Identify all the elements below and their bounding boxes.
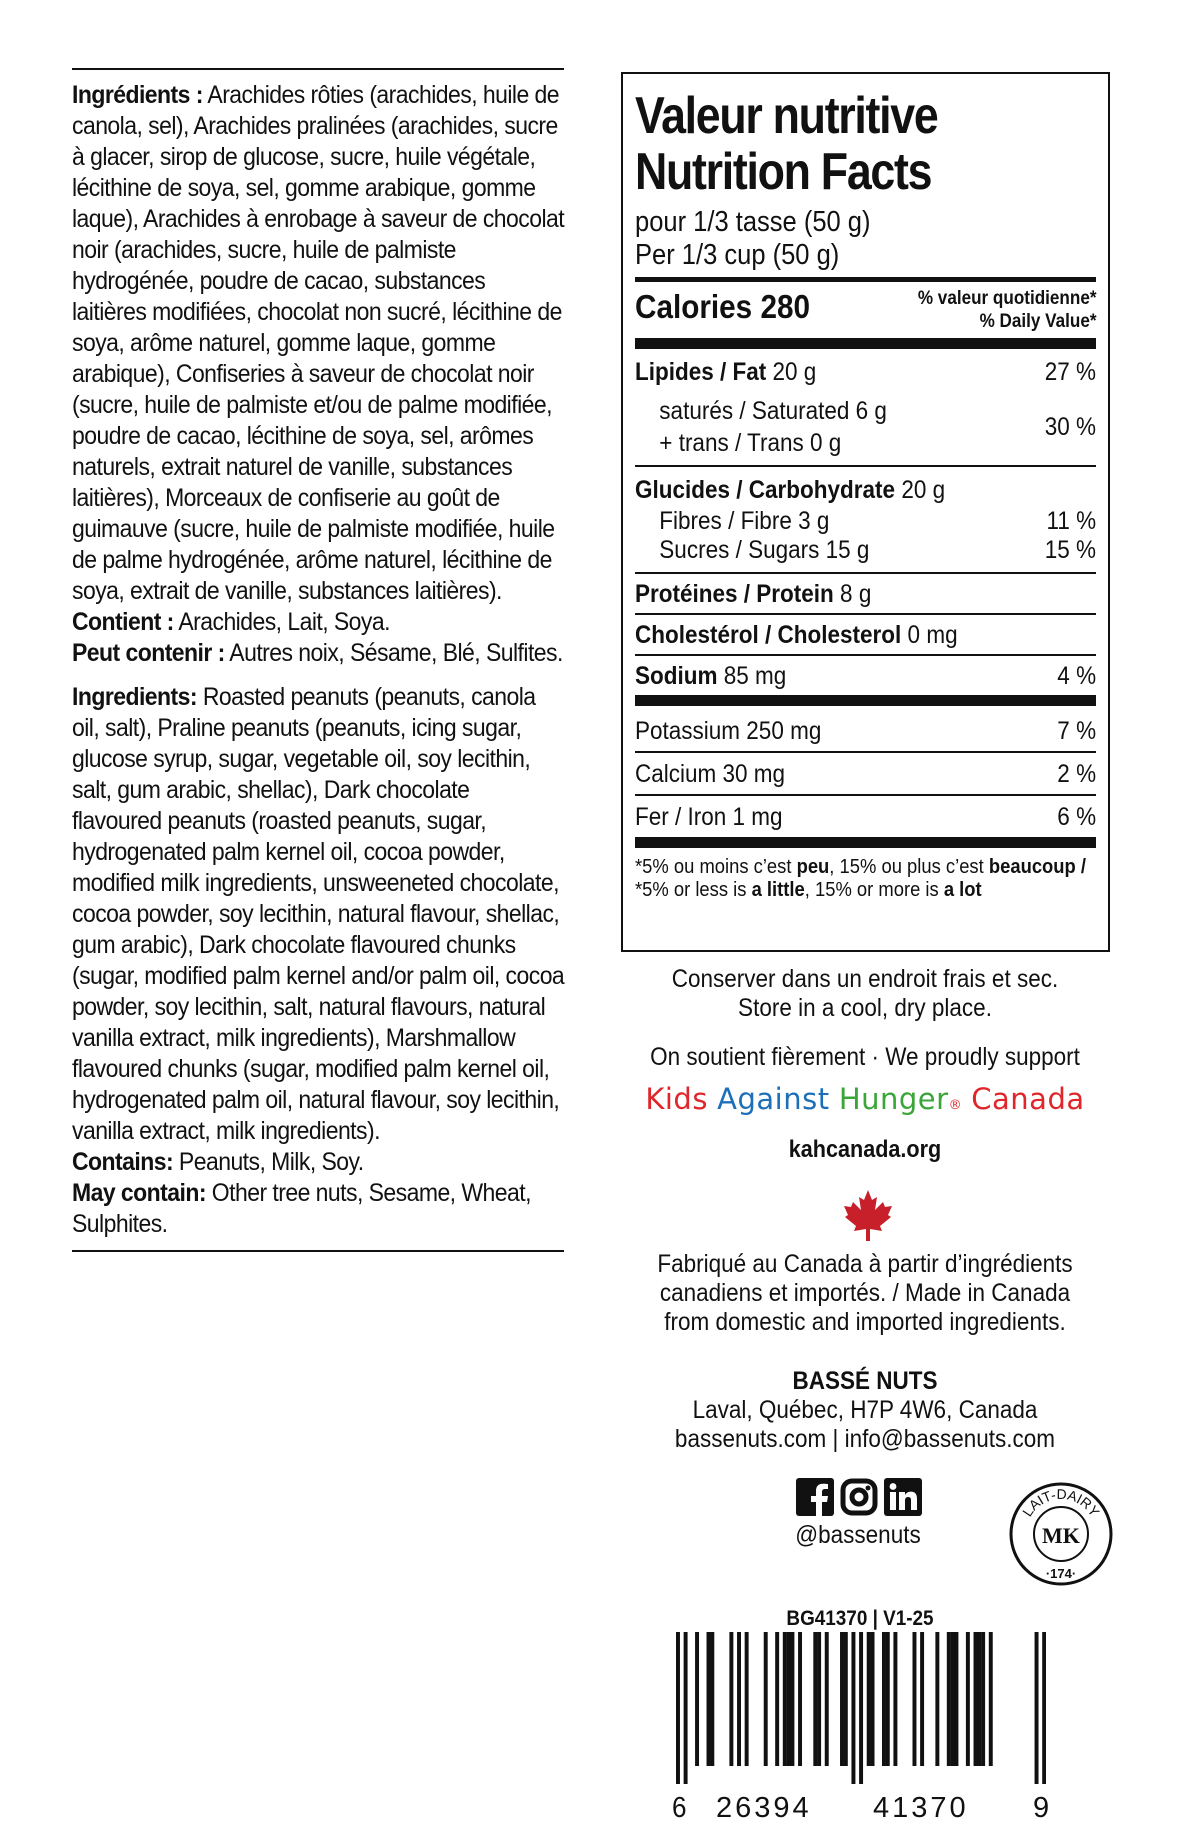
nf-title-en: Nutrition Facts — [635, 143, 932, 201]
kah-url-wrap — [600, 1135, 1130, 1164]
footnote-a-little: a little — [751, 879, 805, 901]
sugars-dv: 15 % — [1044, 535, 1096, 564]
product-code-wrap — [745, 1604, 975, 1633]
sugars-label: Sucres / Sugars 15 g — [659, 535, 870, 564]
daily-value-header — [917, 287, 1096, 333]
storage-info — [600, 965, 1130, 1023]
barcode-bar — [840, 1632, 844, 1766]
linkedin-icon[interactable] — [884, 1478, 922, 1516]
fibre-row — [635, 506, 1096, 535]
potassium-dv: 7 % — [1057, 716, 1096, 745]
barcode-bar — [745, 1632, 749, 1766]
barcode-bar — [710, 1632, 714, 1766]
barcode-bar — [729, 1632, 733, 1766]
footnote-text: *5% ou moins c’est — [635, 856, 792, 878]
barcode-bar — [783, 1632, 787, 1766]
contains-fr-text: Arachides, Lait, Soya. — [178, 608, 390, 636]
made-in-line2: canadiens et importés. / Made in Canada — [659, 1279, 1071, 1307]
ingredients-en-label: Ingredients: — [72, 683, 198, 711]
bottom-divider — [72, 1250, 564, 1252]
protein-label: Protéines / Protein — [635, 579, 834, 608]
barcode-bar — [859, 1632, 863, 1784]
barcode-bar — [893, 1632, 897, 1766]
ingredients-column — [72, 68, 564, 1252]
carb-row — [635, 473, 1096, 506]
barcode-bar — [737, 1632, 741, 1766]
may-contain-fr-text: Autres noix, Sésame, Blé, Sulfites. — [229, 639, 563, 667]
carb-amount: 20 g — [901, 475, 946, 504]
barcode-bar — [920, 1632, 924, 1766]
kah-hunger: Hunger — [838, 1082, 949, 1116]
iron-dv: 6 % — [1057, 802, 1096, 831]
barcode-bar — [981, 1632, 985, 1766]
calcium-row — [635, 753, 1096, 794]
nf-title-fr: Valeur nutritive — [635, 87, 938, 145]
storage-en: Store in a cool, dry place. — [738, 994, 992, 1022]
kosher-top-text: LAIT-DAIRY — [1019, 1485, 1103, 1520]
serving-fr: pour 1/3 tasse (50 g) — [635, 206, 871, 238]
barcode-bar — [790, 1632, 794, 1766]
divider — [635, 465, 1096, 467]
barcode-bar — [867, 1632, 871, 1766]
facebook-icon[interactable] — [796, 1478, 834, 1516]
barcode-bar — [886, 1632, 890, 1766]
barcode-first-digit: 6 — [672, 1792, 687, 1824]
sodium-dv: 4 % — [1057, 661, 1096, 690]
barcode-bar — [817, 1632, 821, 1766]
may-contain-fr-label: Peut contenir : — [72, 639, 225, 667]
barcode-bar — [974, 1632, 978, 1766]
company-name: BASSÉ NUTS — [792, 1367, 938, 1395]
dv-header-fr: % valeur quotidienne* — [917, 288, 1096, 309]
made-in-line3: from domestic and imported ingredients. — [664, 1308, 1066, 1336]
divider — [635, 837, 1096, 848]
nutrition-facts-table — [621, 72, 1110, 952]
protein-row — [635, 574, 1096, 613]
fat-label: Lipides / Fat — [635, 358, 767, 386]
barcode-bar — [977, 1632, 981, 1766]
protein-amount: 8 g — [840, 579, 872, 608]
footnote-a-lot: a lot — [943, 879, 982, 901]
calories-label: Calories 280 — [635, 288, 811, 325]
kah-registered: ® — [948, 1098, 963, 1113]
footnote-beaucoup: beaucoup / — [988, 856, 1087, 878]
storage-fr: Conserver dans un endroit frais et sec. — [671, 965, 1059, 993]
barcode-bar — [871, 1632, 875, 1766]
barcode-bar — [695, 1632, 699, 1766]
serving-en: Per 1/3 cup (50 g) — [635, 239, 840, 271]
fat-amount: 20 g — [772, 358, 817, 386]
calcium-dv: 2 % — [1057, 759, 1096, 788]
company-info — [600, 1367, 1130, 1454]
kosher-symbol — [1008, 1481, 1114, 1587]
calcium-label: Calcium 30 mg — [635, 759, 786, 788]
social-handle-wrap — [752, 1521, 964, 1550]
barcode-bar — [912, 1632, 916, 1766]
kah-against: Against — [717, 1082, 830, 1116]
social-icons — [796, 1478, 922, 1516]
barcode-bar — [935, 1632, 939, 1766]
barcode-bar — [966, 1632, 970, 1766]
kah-url: kahcanada.org — [788, 1136, 942, 1163]
made-in-canada — [600, 1250, 1130, 1337]
top-divider — [72, 68, 564, 70]
ingredients-en-text: Roasted peanuts (peanuts, canola oil, salt), Praline peanuts (peanuts, icing sugar, glucose syrup, sugar, vegetable oil, soy lecithin, salt, gum arabic, shellac), Dark chocolate flavoured peanuts (roasted peanuts, sugar, hydrogenated palm kernel oil, cocoa powder, modified milk ingredients, unsweeneted chocolate, cocoa powder, soy lecithin, natural flavour, shellac, gum arabic), Dark chocolate flavoured chunks (sugar, modified palm kernel and/or palm oil, cocoa powder, soy lecithin, salt, natural flavours, natural vanilla extract, milk ingredients), Marshmallow flavoured chunks (sugar, modified palm kernel oil, hydrogenated palm oil, natural flavour, soy lecithin, vanilla extract, milk ingredients). — [72, 683, 565, 1145]
sodium-label: Sodium — [635, 661, 718, 690]
sugars-row — [635, 535, 1096, 564]
maple-leaf-icon — [842, 1188, 894, 1242]
potassium-row — [635, 710, 1096, 751]
barcode-left-digits: 26394 — [716, 1792, 812, 1824]
ingredients-fr-label: Ingrédients : — [72, 81, 203, 109]
saturated-trans-dv: 30 % — [1044, 413, 1096, 441]
barcode-bar — [947, 1632, 951, 1766]
potassium-label: Potassium 250 mg — [635, 716, 822, 745]
trans-label: + trans / Trans 0 g — [659, 429, 842, 457]
fat-dv: 27 % — [1044, 358, 1096, 386]
footnote-peu: peu — [796, 856, 830, 878]
fat-row — [635, 349, 1096, 395]
carb-label: Glucides / Carbohydrate — [635, 475, 896, 504]
barcode-bar — [1042, 1632, 1046, 1784]
made-in-line1: Fabriqué au Canada à partir d’ingrédients — [657, 1250, 1073, 1278]
product-code: BG41370 | V1-25 — [786, 1607, 934, 1630]
company-contact: bassenuts.com | info@bassenuts.com — [674, 1425, 1056, 1453]
divider — [635, 695, 1096, 706]
barcode-bar — [764, 1632, 768, 1766]
cholesterol-row — [635, 615, 1096, 654]
saturated-label: saturés / Saturated 6 g — [659, 397, 887, 425]
barcode-bar — [813, 1632, 817, 1766]
footnote-text: , 15% ou plus c’est — [829, 856, 984, 878]
fibre-label: Fibres / Fibre 3 g — [659, 506, 830, 535]
barcode-bar — [844, 1632, 848, 1766]
barcode-bar — [684, 1632, 688, 1784]
sodium-row — [635, 656, 1096, 695]
support-info — [600, 1043, 1130, 1072]
kah-kids: Kids — [645, 1082, 708, 1116]
barcode-bar — [775, 1632, 779, 1766]
barcode-bar — [882, 1632, 886, 1766]
dv-header-en: % Daily Value* — [979, 311, 1096, 332]
barcode-right-digits: 41370 — [873, 1792, 969, 1824]
divider — [635, 338, 1096, 349]
footnote-text: *5% or less is — [635, 879, 747, 901]
ingredients-en — [72, 682, 564, 1240]
calories-row — [635, 282, 1096, 338]
company-address: Laval, Québec, H7P 4W6, Canada — [692, 1396, 1038, 1424]
instagram-icon[interactable] — [840, 1478, 878, 1516]
support-line: On soutient fièrement · We proudly support — [650, 1043, 1080, 1071]
may-contain-en-text: Other tree nuts, Sesame, Wheat, Sulphites. — [72, 1179, 531, 1238]
ingredients-fr-text: Arachides rôties (arachides, huile de canola, sel), Arachides pralinées (arachides, sucre à glacer, sirop de glucose, sucre, huile végétale, lécithine de soya, sel, gomme arabique, gomme laque), Arachides à enrobage à saveur de chocolat noir (arachides, sucre, huile de palmiste hydrogénée, poudre de cacao, substances laitières modifiées, chocolat non sucré, lécithine de soya, arôme naturel, gomme laque, gomme arabique), Confiseries à saveur de chocolat noir (sucre, huile de palmiste et/ou de palme modifiée, poudre de cacao, lécithine de soya, sel, arômes naturels, extrait naturel de vanille, substances laitières), Morceaux de confiserie au goût de guimauve (sucre, huile de palmiste modifiée, huile de palme hydrogénée, arôme naturel, lécithine de soya, extrait de vanille, substances laitières). — [72, 81, 565, 605]
barcode-bar — [989, 1632, 993, 1766]
barcode-bar — [951, 1632, 955, 1766]
barcode-bar — [707, 1632, 711, 1766]
barcode-bar — [825, 1632, 829, 1766]
ingredients-fr — [72, 80, 564, 669]
kids-against-hunger-logo — [600, 1082, 1130, 1116]
barcode-bar — [676, 1632, 680, 1784]
contains-fr-label: Contient : — [72, 608, 174, 636]
kosher-mark: MK — [1042, 1523, 1080, 1548]
barcode-bar — [851, 1632, 855, 1784]
barcode — [676, 1632, 1046, 1784]
iron-row — [635, 796, 1096, 837]
kosher-number: ·174· — [1045, 1566, 1077, 1581]
may-contain-en-label: May contain: — [72, 1179, 206, 1207]
contains-en-text: Peanuts, Milk, Soy. — [178, 1148, 364, 1176]
cholesterol-label: Cholestérol / Cholesterol — [635, 620, 902, 649]
daily-value-footnote — [635, 856, 1090, 902]
sodium-amount: 85 mg — [723, 661, 787, 690]
barcode-bar — [787, 1632, 791, 1766]
saturated-trans-row — [635, 395, 1096, 459]
barcode-bar — [1035, 1632, 1039, 1784]
contains-en-label: Contains: — [72, 1148, 174, 1176]
iron-label: Fer / Iron 1 mg — [635, 802, 783, 831]
footnote-text: , 15% or more is — [804, 879, 939, 901]
fibre-dv: 11 % — [1046, 506, 1096, 535]
social-handle[interactable]: @bassenuts — [795, 1521, 921, 1549]
cholesterol-amount: 0 mg — [907, 620, 958, 649]
barcode-bar — [954, 1632, 958, 1766]
kah-canada: Canada — [971, 1082, 1085, 1116]
barcode-last-digit: 9 — [1033, 1792, 1050, 1824]
barcode-bar — [798, 1632, 802, 1766]
